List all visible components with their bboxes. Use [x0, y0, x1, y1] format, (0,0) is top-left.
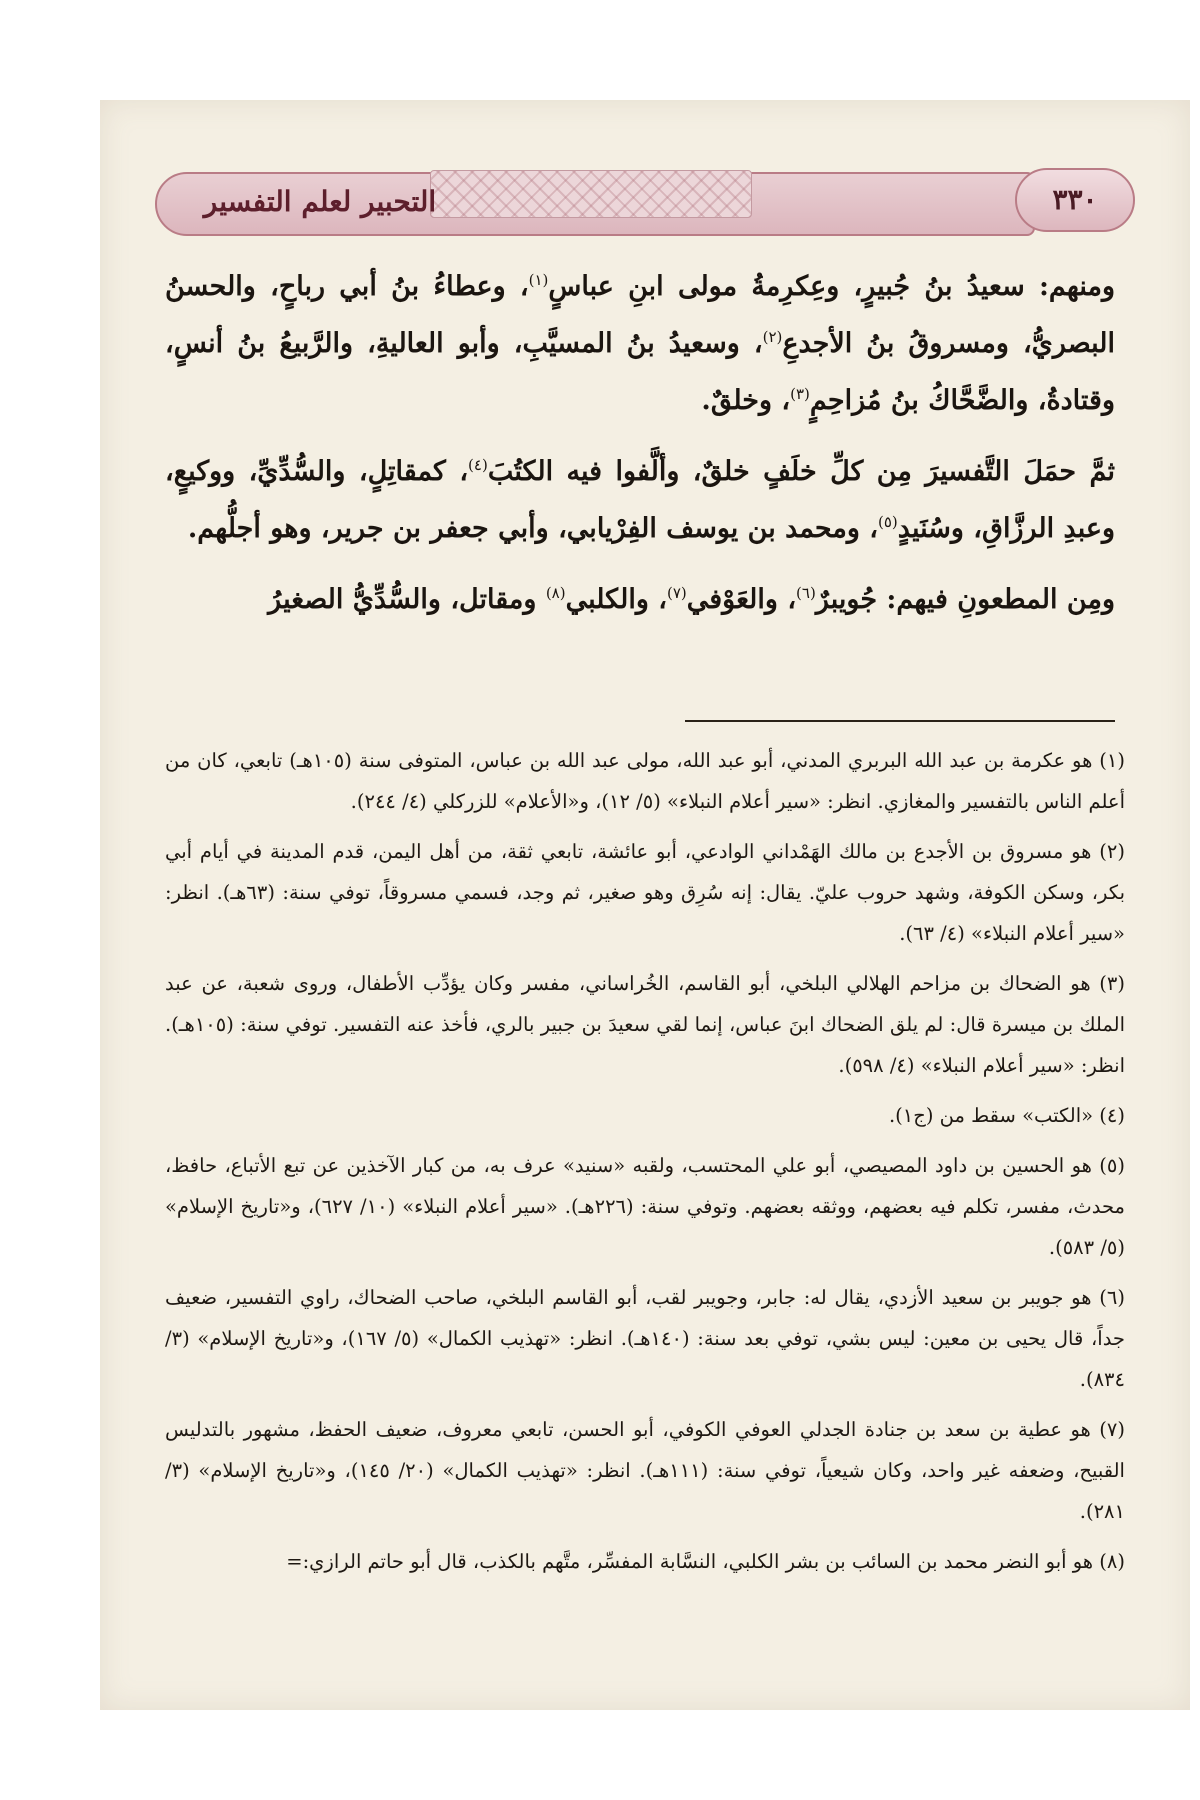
footnote-5: (٥) هو الحسين بن داود المصيصي، أبو علي المحتسب، ولقبه «سنيد» عرف به، من كبار الآخذين عن تبع الأتباع، حافظ، محدث، مفسر، تكلم فيه بعضهم، ووثقه بعضهم. وتوفي سنة: (٢٢٦هـ). «سير أعلام النبلاء» (١٠/ ٦٢٧)، و«تاريخ الإسلام» (٥/ ٥٨٣). — [165, 1154, 1125, 1259]
footnote-ref-8: (٨) — [545, 584, 566, 602]
book-page — [100, 100, 1190, 1710]
footnote-separator — [685, 720, 1115, 722]
text-run: ، وعطاءُ بنُ أبي رباحٍ، والحسنُ البصريُّ، ومسروقُ بنُ الأجدعِ — [165, 271, 1116, 359]
footnotes — [165, 740, 1125, 1591]
footnote-ref-6: (٦) — [796, 584, 816, 602]
text-run: ، كمقاتِلٍ، والسُّدِّيِّ، ووكيعٍ، وعبدِ الرزَّاقِ، وسُنَيدٍ — [165, 456, 1115, 544]
footnote-2: (٢) هو مسروق بن الأجدع بن مالك الهَمْداني الوادعي، أبو عائشة، تابعي ثقة، من أهل اليمن، قدم المدينة في أيام أبي بكر، وسكن الكوفة، وشهد حروب عليّ. يقال: إنه سُرِق وهو صغير، ثم وجد، فسمي مسروقاً، توفي سنة: (٦٣هـ). انظر: «سير أعلام النبلاء» (٤/ ٦٣). — [165, 840, 1125, 945]
header-ornament — [430, 170, 752, 218]
footnote-1: (١) هو عكرمة بن عبد الله البربري المدني، أبو عبد الله، مولى عبد الله بن عباس، المتوفى سنة (١٠٥هـ) تابعي، كان من أعلم الناس بالتفسير والمغازي. انظر: «سير أعلام النبلاء» (٥/ ١٢)، و«الأعلام» للزركلي (٤/ ٢٤٤). — [165, 749, 1125, 813]
footnote-ref-2: (٢) — [762, 328, 783, 346]
footnote-8: (٨) هو أبو النضر محمد بن السائب بن بشر الكلبي، النسَّابة المفسِّر، متَّهم بالكذب، قال أبو حاتم الرازي:= — [286, 1550, 1125, 1573]
paragraph-2 — [165, 443, 1115, 557]
footnote-3: (٣) هو الضحاك بن مزاحم الهلالي البلخي، أبو القاسم، الخُراساني، مفسر وكان يؤدِّب الأطفال، وروى شعبة، عن عبد الملك بن ميسرة قال: لم يلق الضحاك ابنَ عباس، إنما لقي سعيدَ بن جبير بالري، فأخذ عنه التفسير. توفي سنة: (١٠٥هـ). انظر: «سير أعلام النبلاء» (٤/ ٥٩٨). — [165, 972, 1125, 1077]
text-run: ، وخلقٌ. — [701, 385, 791, 416]
text-run: ومنهم: سعيدُ بنُ جُبيرٍ، وعِكرِمةُ مولى ابنِ عباسٍ — [548, 271, 1115, 302]
footnote-ref-5: (٥) — [877, 513, 898, 531]
text-run: ، والعَوْفي — [686, 584, 797, 615]
footnote-4: (٤) «الكتب» سقط من (ج١). — [888, 1104, 1125, 1127]
footnote-7: (٧) هو عطية بن سعد بن جنادة الجدلي العوفي الكوفي، أبو الحسن، تابعي معروف، ضعيف الحفظ، مشهور بالتدليس القبيح، وضعفه غير واحد، وكان شيعياً، توفي سنة: (١١١هـ). انظر: «تهذيب الكمال» (٢٠/ ١٤٥)، و«تاريخ الإسلام» (٣/ ٢٨١). — [165, 1418, 1125, 1523]
footnote-6: (٦) هو جويبر بن سعيد الأزدي، يقال له: جابر، وجويبر لقب، أبو القاسم البلخي، صاحب الضحاك، راوي التفسير، ضعيف جداً، قال يحيى بن معين: ليس بشي، توفي بعد سنة: (١٤٠هـ). انظر: «تهذيب الكمال» (٥/ ١٦٧)، و«تاريخ الإسلام» (٣/ ٨٣٤). — [165, 1286, 1125, 1391]
page-number: ٣٣٠ — [1052, 183, 1098, 216]
text-run: ومقاتل، والسُّدِّيُّ الصغيرُ — [268, 584, 546, 615]
text-run: ، وسعيدُ بنُ المسيَّبِ، وأبو العاليةِ، والرَّبيعُ بنُ أنسٍ، وقتادةُ، والضَّحَّاكُ بنُ مُزاحِمٍ — [165, 328, 1115, 416]
footnote-ref-3: (٣) — [790, 385, 810, 403]
paragraph-1 — [165, 258, 1115, 429]
footnote-ref-4: (٤) — [468, 456, 488, 474]
page-number-badge — [1015, 168, 1135, 232]
text-run: ثمَّ حمَلَ التَّفسيرَ مِن كلِّ خلَفٍ خلقٌ، وألَّفوا فيه الكتُبَ — [487, 456, 1115, 487]
text-run: ومِن المطعونِ فيهم: جُويبرٌ — [815, 584, 1115, 615]
footnote-ref-1: (١) — [528, 271, 549, 289]
text-run: ، والكلبي — [565, 584, 667, 615]
footnote-ref-7: (٧) — [666, 584, 687, 602]
book-title: التحبير لعلم التفسير — [203, 185, 437, 218]
main-text — [165, 258, 1115, 642]
paragraph-3 — [165, 571, 1115, 628]
text-run: ، ومحمد بن يوسف الفِرْيابي، وأبي جعفر بن جرير، وهو أجلُّهم. — [187, 513, 878, 544]
